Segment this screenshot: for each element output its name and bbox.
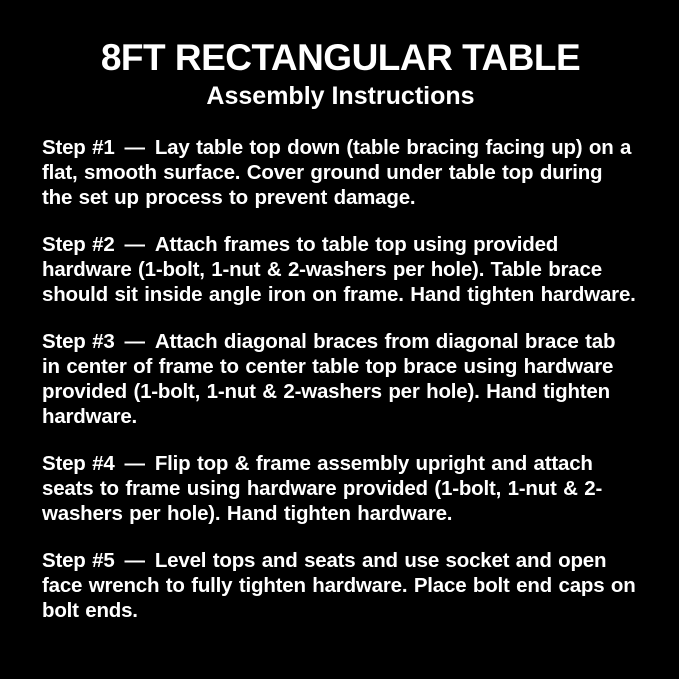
page-title: 8FT RECTANGULAR TABLE [100,37,581,78]
step-5-label: Step #5 [42,548,115,572]
step-1-text: Lay table top down (table bracing facing up) on a flat, smooth surface. Cover ground under table top during the set up process to prevent damage. [42,135,632,209]
step-1-paragraph [42,135,639,210]
step-4-label: Step #4 [42,451,115,475]
step-2-paragraph [42,232,639,307]
step-5-paragraph [42,548,639,623]
step-3-dash: — [124,329,145,353]
step-3-text: Attach diagonal braces from diagonal brace tab in center of frame to center table top brace using hardware provided (1-bolt, 1-nut & 2-washers per hole). Hand tighten hardware. [42,329,616,428]
step-5-dash: — [124,548,145,572]
step-2-dash: — [124,232,145,256]
step-4-text: Flip top & frame assembly upright and attach seats to frame using hardware provided (1-bolt, 1-nut & 2-washers per hole). Hand tighten hardware. [42,451,603,525]
page-subtitle: Assembly Instructions [206,81,475,110]
step-4-dash: — [124,451,145,475]
step-4-paragraph [42,451,639,526]
step-1-dash: — [124,135,145,159]
step-1-label: Step #1 [42,135,115,159]
steps-list [42,135,639,623]
step-2-label: Step #2 [42,232,115,256]
step-5-text: Level tops and seats and use socket and open face wrench to fully tighten hardware. Place bolt end caps on bolt ends. [42,548,636,622]
step-3-label: Step #3 [42,329,115,353]
step-2-text: Attach frames to table top using provided hardware (1-bolt, 1-nut & 2-washers per hole). Table brace should sit inside angle iron on frame. Hand tighten hardware. [42,232,636,306]
step-3-paragraph [42,329,639,429]
